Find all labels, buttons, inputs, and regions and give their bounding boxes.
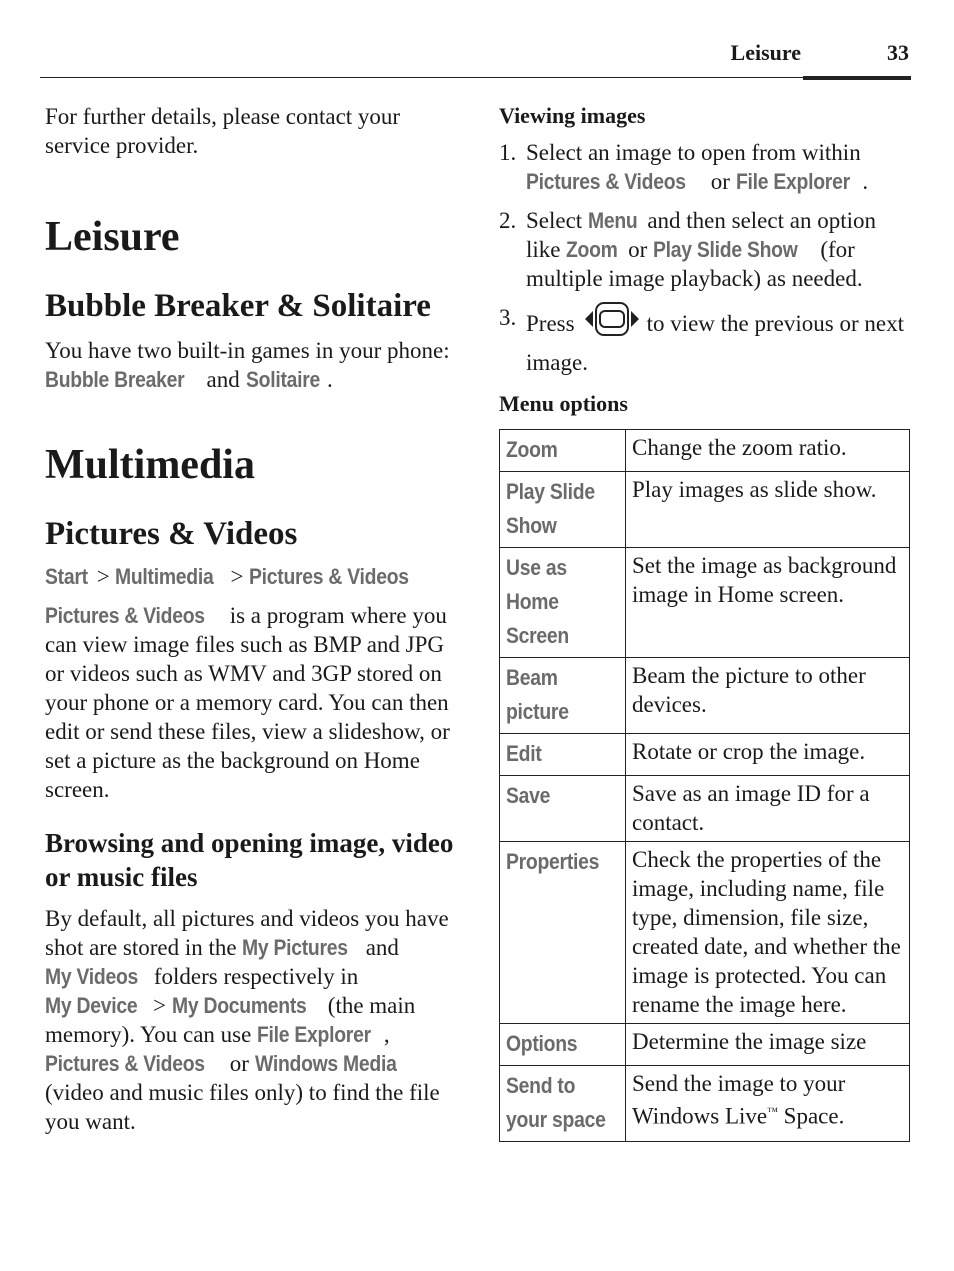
- leisure-heading: Leisure: [45, 214, 180, 260]
- description-cell: Play images as slide show.: [626, 472, 910, 548]
- description-cell: Beam the picture to other devices.: [626, 658, 910, 734]
- header-rule: [40, 77, 911, 79]
- path-separator: >: [224, 564, 250, 589]
- text: .: [327, 367, 333, 392]
- table-row: [500, 430, 910, 472]
- path-pictures-videos: Pictures & Videos: [249, 564, 410, 589]
- text: folders respectively in: [148, 964, 359, 989]
- option-cell: [500, 842, 626, 1024]
- table-row: [500, 548, 910, 658]
- text: You have two built-in games in your phone:: [45, 338, 450, 363]
- viewing-images-heading: Viewing images: [499, 103, 646, 128]
- text: or: [622, 237, 653, 262]
- right-column: [499, 102, 909, 1142]
- description-cell: Save as an image ID for a contact.: [626, 776, 910, 842]
- step-2: [499, 206, 909, 293]
- text: and then select an option like: [526, 208, 876, 262]
- navigation-key-icon: [583, 300, 641, 345]
- trademark-symbol: ™: [767, 1106, 778, 1118]
- option-cell: [500, 1024, 626, 1066]
- browsing-heading: Browsing and opening image, video or music files: [45, 828, 454, 892]
- ui-term: My Videos: [45, 964, 139, 989]
- bubble-paragraph: [45, 336, 455, 394]
- ui-term: Pictures & Videos: [45, 1051, 205, 1076]
- table-row: [500, 472, 910, 548]
- option-name: Zoom: [506, 437, 558, 462]
- description-cell: Change the zoom ratio.: [626, 430, 910, 472]
- description-cell: [626, 1066, 910, 1142]
- path-start: Start: [45, 564, 88, 589]
- pv-description: [45, 601, 455, 804]
- table-row: [500, 842, 910, 1024]
- menu-options-table: [499, 429, 910, 1142]
- option-cell: [500, 776, 626, 842]
- ui-term: Pictures & Videos: [526, 169, 686, 194]
- page-number: 33: [887, 40, 909, 65]
- text: (video and music files only) to find the file you want.: [45, 1080, 440, 1134]
- option-cell: [500, 548, 626, 658]
- ui-term: File Explorer: [735, 169, 850, 194]
- option-name: Send to your space: [506, 1073, 606, 1132]
- text: Space.: [777, 1103, 845, 1129]
- text: Press: [526, 310, 575, 336]
- description-cell: Set the image as background image in Home screen.: [626, 548, 910, 658]
- text: Select: [526, 208, 588, 233]
- table-row: [500, 776, 910, 842]
- text: and: [200, 367, 246, 392]
- ui-term: My Documents: [171, 993, 307, 1018]
- option-name: Edit: [506, 741, 542, 766]
- ui-term: My Pictures: [242, 935, 349, 960]
- ui-term: Menu: [587, 208, 638, 233]
- option-name: Properties: [506, 849, 600, 874]
- header-rule-accent: [803, 76, 911, 80]
- intro-paragraph: For further details, please contact your service provider.: [45, 104, 401, 158]
- header-section-title: Leisure: [730, 40, 801, 65]
- text: By default, all pictures and videos you have shot are stored in the: [45, 906, 449, 960]
- option-name: Use as Home Screen: [506, 555, 570, 648]
- table-row: [500, 658, 910, 734]
- option-cell: [500, 1066, 626, 1142]
- text: Select an image to open from within: [526, 140, 861, 165]
- text: and: [359, 935, 399, 960]
- option-name: Play Slide Show: [506, 479, 595, 538]
- page-header: [40, 38, 911, 78]
- option-cell: [500, 734, 626, 776]
- text: >: [147, 993, 172, 1018]
- bubble-heading: Bubble Breaker & Solitaire: [45, 288, 431, 324]
- text: ,: [383, 1022, 390, 1047]
- ui-term: My Device: [45, 993, 138, 1018]
- step-1: [499, 138, 909, 196]
- text: .: [862, 169, 869, 194]
- ui-term: Bubble Breaker: [45, 367, 185, 392]
- multimedia-heading: Multimedia: [45, 442, 255, 488]
- ui-term: File Explorer: [257, 1022, 371, 1047]
- step-number: 1.: [499, 140, 517, 165]
- text: to view the previous or next image.: [526, 310, 904, 375]
- text: or: [223, 1051, 255, 1076]
- option-cell: [500, 430, 626, 472]
- ui-term: Zoom: [566, 237, 618, 262]
- table-row: [500, 1024, 910, 1066]
- option-cell: [500, 472, 626, 548]
- path-multimedia: Multimedia: [115, 564, 214, 589]
- option-name: Beam picture: [506, 665, 569, 724]
- navigation-path: [45, 562, 455, 591]
- option-cell: [500, 658, 626, 734]
- option-name: Save: [506, 783, 551, 808]
- ui-term: Play Slide Show: [652, 237, 798, 262]
- text: (the main memory). You can use: [45, 993, 416, 1047]
- step-number: 2.: [499, 208, 517, 233]
- text: is a program where you can view image files such as BMP and JPG or videos such as WMV and 3GP stored on your phone or a memory card. You can then edit or send these files, view a slideshow, or set a picture as the background on Home screen.: [45, 603, 450, 802]
- ui-term: Pictures & Videos: [45, 603, 205, 628]
- step-number: 3.: [499, 305, 517, 330]
- menu-options-heading: Menu options: [499, 391, 628, 416]
- table-row: [500, 1066, 910, 1142]
- browsing-paragraph: [45, 904, 455, 1136]
- option-name: Options: [506, 1031, 578, 1056]
- text: Send the image to your Windows Live: [632, 1071, 846, 1129]
- description-cell: Determine the image size: [626, 1024, 910, 1066]
- pictures-videos-heading: Pictures & Videos: [45, 516, 298, 552]
- left-column: [45, 102, 455, 1136]
- description-cell: Rotate or crop the image.: [626, 734, 910, 776]
- step-3: [499, 303, 909, 377]
- description-cell: Check the properties of the image, including name, file type, dimension, file size, created date, and whether the image is protected. You can rename the image here.: [626, 842, 910, 1024]
- ui-term: Windows Media: [254, 1051, 397, 1076]
- table-row: [500, 734, 910, 776]
- viewing-steps: [499, 138, 909, 377]
- text: or: [704, 169, 736, 194]
- path-separator: >: [91, 564, 116, 589]
- ui-term: Solitaire: [245, 367, 320, 392]
- text: (for multiple image playback) as needed.: [526, 237, 863, 291]
